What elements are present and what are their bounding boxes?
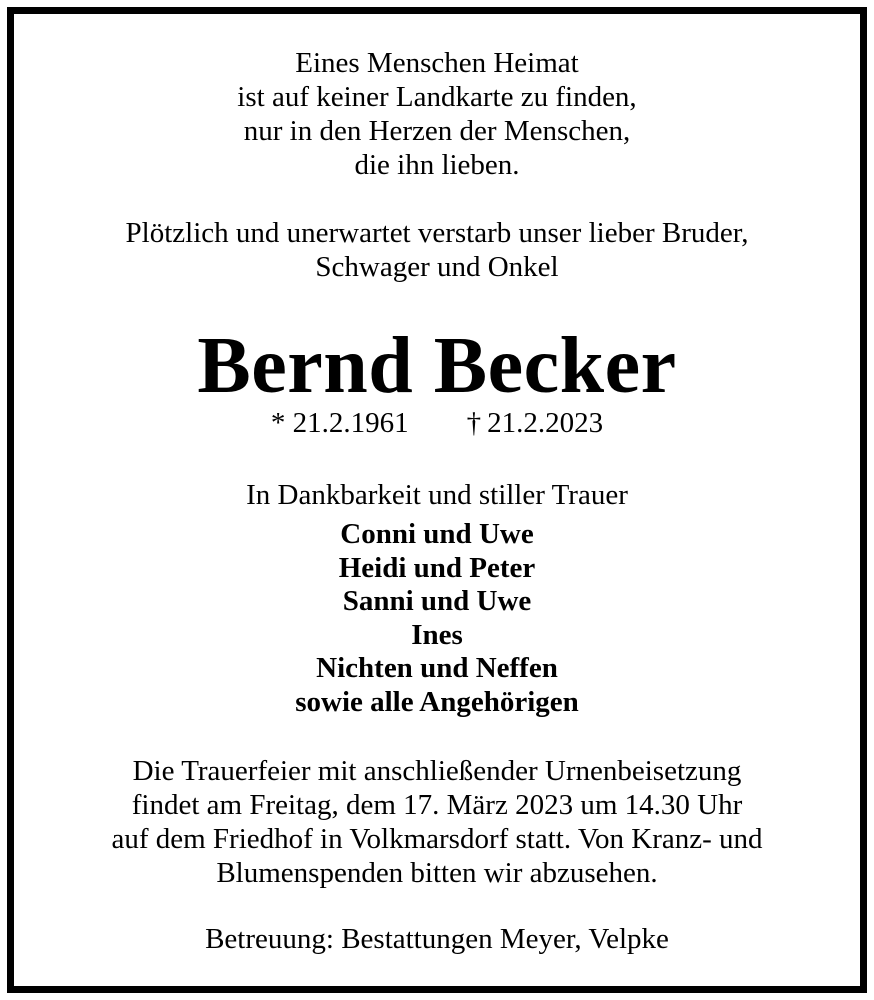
funeral-home-credit: Betreuung: Bestattungen Meyer, Velpke: [205, 923, 669, 955]
intro-line: Plötzlich und unerwartet verstarb unser lieber Bruder,: [125, 217, 749, 249]
poem-line: die ihn lieben.: [354, 149, 520, 181]
poem: [14, 46, 860, 182]
death-date-group: [467, 406, 604, 440]
poem-line: nur in den Herzen der Menschen,: [243, 115, 631, 147]
intro-text: [14, 216, 860, 284]
mourning-line: In Dankbarkeit und stiller Trauer: [246, 479, 628, 511]
mourner: Conni und Uwe: [340, 518, 534, 550]
cross-icon: †: [466, 407, 482, 439]
mourner: Nichten und Neffen: [316, 652, 558, 684]
funeral-line: auf dem Friedhof in Volkmarsdorf statt. Von Kranz- und: [111, 823, 763, 855]
mourner: Ines: [411, 618, 463, 651]
mourner: Sanni und Uwe: [342, 585, 532, 617]
life-dates: [14, 406, 860, 440]
funeral-line: findet am Freitag, dem 17. März 2023 um 14.30 Uhr: [131, 789, 743, 821]
birth-date: * 21.2.1961: [270, 407, 409, 439]
mourner: Heidi und Peter: [338, 551, 536, 584]
deceased-name: Bernd Becker: [197, 322, 677, 410]
poem-line: ist auf keiner Landkarte zu finden,: [237, 81, 637, 113]
death-date: 21.2.2023: [487, 407, 604, 439]
funeral-notice: [14, 754, 860, 890]
funeral-line: Blumenspenden bitten wir abzusehen.: [216, 857, 658, 889]
funeral-line: Die Trauerfeier mit anschließender Urnenbeisetzung: [132, 755, 742, 787]
mourners-list: [14, 518, 860, 719]
poem-line: Eines Menschen Heimat: [295, 47, 579, 79]
intro-line: Schwager und Onkel: [315, 251, 559, 283]
mourner: sowie alle Angehörigen: [295, 685, 579, 718]
